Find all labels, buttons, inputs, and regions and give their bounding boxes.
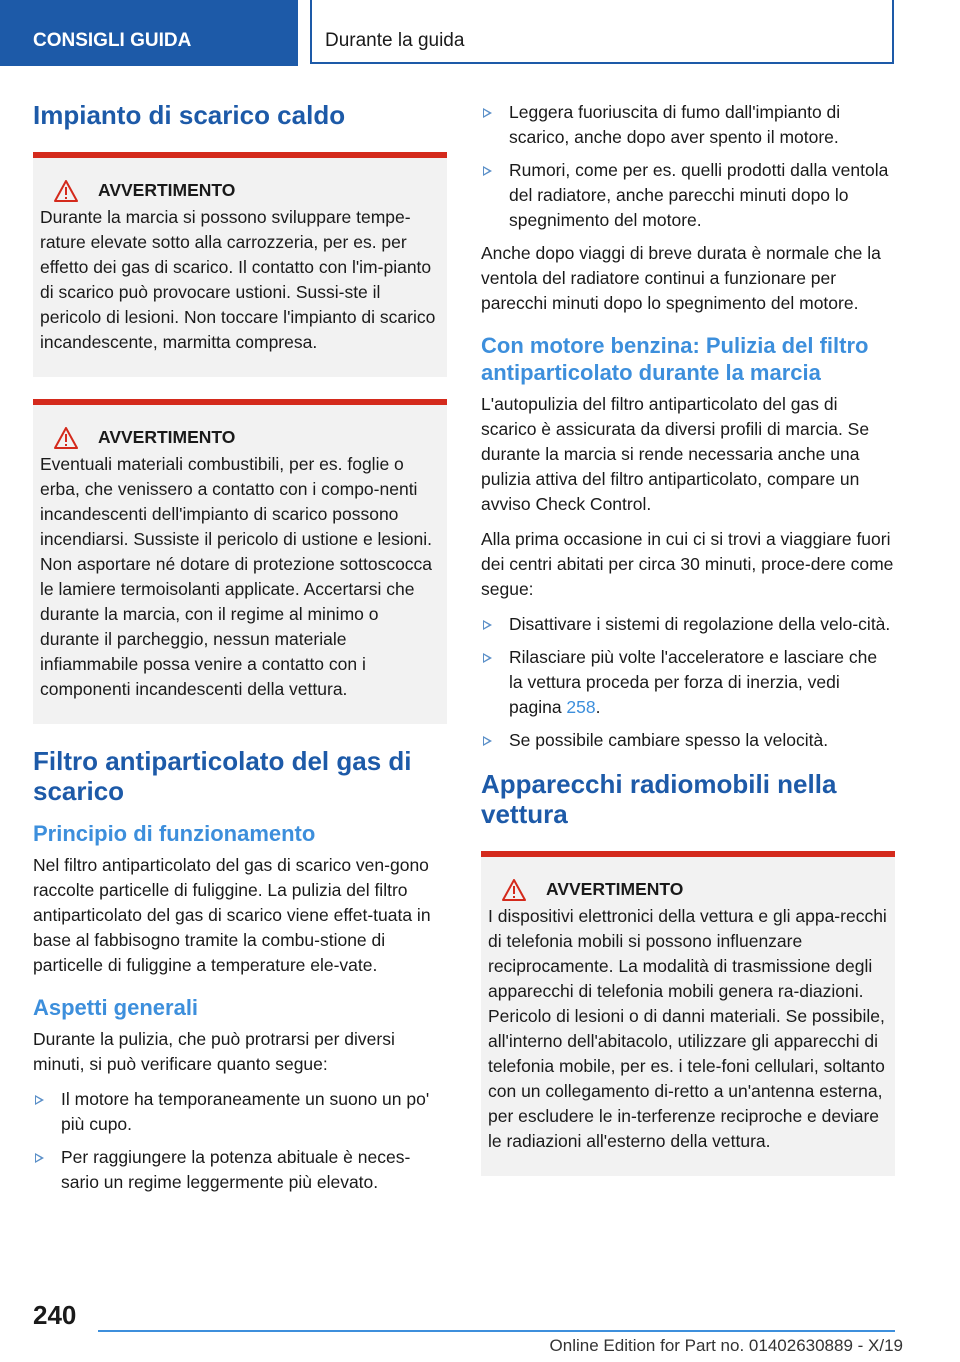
warning-triangle-icon [54, 427, 78, 449]
paragraph-petrol-2: Alla prima occasione in cui ci si trovi a viaggiare fuori dei centri abitati per circa 30 minuti, proce-dere come segue: [481, 529, 894, 599]
bullet-triangle-icon [483, 620, 492, 630]
warning-box [481, 851, 895, 1176]
list-item: Disattivare i sistemi di regolazione della velo-cità. [481, 612, 895, 637]
list-item: Il motore ha temporaneamente un suono un po' più cupo. [33, 1087, 447, 1137]
warning-box [33, 152, 447, 377]
warning-triangle-icon [54, 180, 78, 202]
paragraph-petrol-1: L'autopulizia del filtro antiparticolato del gas di scarico è assicurata da diversi profili di marcia. Se durante la marcia si rende necessaria anche una pulizia attiva del filtro antiparticolato, compare un avviso Check Control. [481, 394, 870, 514]
warning-title-text: AVVERTIMENTO [98, 180, 236, 200]
bullet-list [481, 612, 895, 753]
bullet-triangle-icon [483, 736, 492, 746]
list-item: Rumori, come per es. quelli prodotti dalla ventola del radiatore, anche parecchi minuti dopo lo spegnimento del motore. [481, 158, 895, 233]
chapter-title: Durante la guida [325, 30, 465, 51]
bullet-triangle-icon [483, 108, 492, 118]
heading-petrol-engine: Con motore benzina: Pulizia del filtro antiparticolato durante la marcia [481, 333, 869, 385]
page-number: 240 [33, 1300, 77, 1330]
paragraph-principle: Nel filtro antiparticolato del gas di scarico ven-gono raccolte particelle di fuliggine. La pulizia del filtro antiparticolato del gas di scarico viene effet-tuata in base al fabbisogno tramite la combu-stione di particelle di fuliggine a temperature ele-vate. [33, 855, 431, 975]
heading-particulate-filter: Filtro antiparticolato del gas di scarico [33, 746, 412, 806]
warning-text: Durante la marcia si possono sviluppare tempe-rature elevate sotto alla carrozzeria, per es. per effetto dei gas di scarico. Il contatto con l'im-pianto di scarico può provocare ustioni. Sussi-ste il pericolo di lesioni. Non toccare l'impianto di scarico incandescente, marmitta compresa. [40, 207, 436, 352]
bullet-triangle-icon [35, 1095, 44, 1105]
bullet-list [481, 100, 895, 233]
section-tab[interactable]: CONSIGLI GUIDA [0, 0, 298, 66]
warning-title-text: AVVERTIMENTO [546, 879, 684, 899]
edition-footer: Online Edition for Part no. 01402630889 - X/19 [549, 1336, 903, 1355]
bullet-list [33, 1087, 447, 1195]
warning-box [33, 399, 447, 724]
warning-title [40, 178, 439, 203]
heading-principle: Principio di funzionamento [33, 821, 316, 846]
page-header [0, 0, 960, 66]
left-column [33, 100, 447, 1203]
bullet-triangle-icon [483, 166, 492, 176]
paragraph-general: Durante la pulizia, che può protrarsi per diversi minuti, si può verificare quanto segue: [33, 1029, 395, 1074]
bullet-triangle-icon [35, 1153, 44, 1163]
heading-hot-exhaust: Impianto di scarico caldo [33, 100, 346, 130]
paragraph-after-trips: Anche dopo viaggi di breve durata è normale che la ventola del radiatore continui a funzionare per parecchi minuti dopo lo spegnimento del motore. [481, 243, 881, 313]
warning-text: Eventuali materiali combustibili, per es. foglie o erba, che venissero a contatto con i compo-nenti incandescenti dell'impianto di scarico possono incendiarsi. Sussiste il pericolo di ustione e lesioni. Non asportare né dotare di protezione sottoscocca le lamiere termoisolanti applicate. Accertarsi che durante la marcia, con il regime al minimo o durante il parcheggio, nessun materiale infiammabile possa venire a contatto con i componenti incandescenti della vettura. [40, 454, 433, 699]
list-item: Se possibile cambiare spesso la velocità. [481, 728, 895, 753]
heading-general: Aspetti generali [33, 995, 199, 1020]
warning-title [40, 425, 439, 450]
list-item: Leggera fuoriuscita di fumo dall'impianto di scarico, anche dopo aver spento il motore. [481, 100, 895, 150]
footer-divider [98, 1330, 895, 1332]
warning-triangle-icon [502, 879, 526, 901]
heading-mobile-devices: Apparecchi radiomobili nella vettura [481, 769, 837, 829]
list-item: Per raggiungere la potenza abituale è neces-sario un regime leggermente più elevato. [33, 1145, 447, 1195]
page-reference-link[interactable]: 258 [566, 697, 596, 717]
warning-title-text: AVVERTIMENTO [98, 427, 236, 447]
warning-title [488, 877, 887, 902]
warning-text: I dispositivi elettronici della vettura e gli appa-recchi di telefonia mobili si possono influenzare reciprocamente. La modalità di trasmissione degli apparecchi di telefonia mobili genera ra-diazioni. Pericolo di lesioni o di danni materiali. Se possibile, all'interno dell'abitacolo, utilizzare gli apparecchi di telefonia mobile, per es. i tele-foni cellulari, soltanto con un collegamento di-retto a un'antenna esterna, per escludere le in-terferenze reciproche e deviare le radiazioni all'esterno della vettura. [488, 906, 887, 1151]
bullet-triangle-icon [483, 653, 492, 663]
list-item: Rilasciare più volte l'acceleratore e lasciare che la vettura proceda per forza di inerzia, vedi pagina 258. [481, 645, 895, 720]
right-column [481, 100, 895, 1198]
